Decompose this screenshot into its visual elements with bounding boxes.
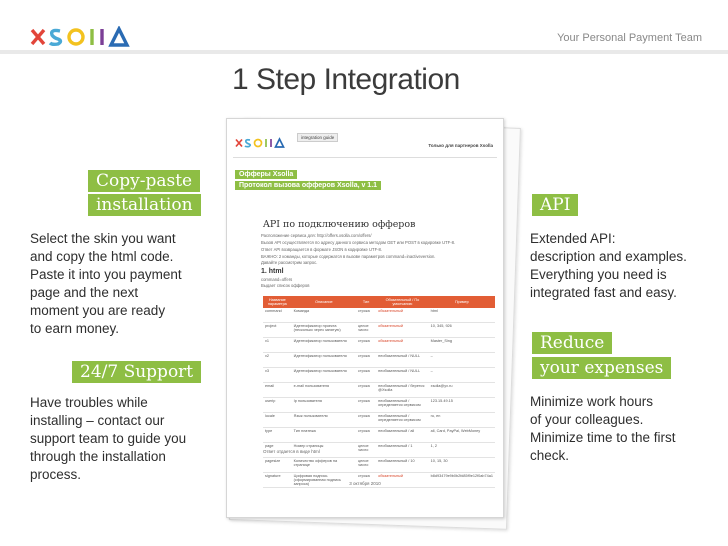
copy-paste-label <box>88 170 201 218</box>
table-cell: Идентификатор проекта (несколько через запятую) <box>292 323 356 338</box>
table-cell: целое число <box>356 323 376 338</box>
table-cell: целое число <box>356 443 376 458</box>
copy-paste-label-line1: Copy-paste <box>88 170 200 192</box>
table-cell: locale <box>263 413 292 428</box>
text-line: page and the next <box>30 285 139 300</box>
text-line: description and examples. <box>530 249 687 264</box>
document-tag-protocol: Протокол вызова офферов Xsolla, v 1.1 <box>235 181 381 190</box>
table-header-row <box>263 296 495 308</box>
integration-document <box>226 118 504 518</box>
document-intro-line: Расположение сервиса для: http://offers.xsolla.com/offers/ <box>261 233 372 238</box>
document-intro-line: Ответ API возвращается в формате JSON в кодировке UTF-8. <box>261 247 383 252</box>
document-section-line: Выдает список офферов <box>261 283 310 288</box>
table-cell: userip <box>263 398 292 413</box>
table-cell: v3 <box>263 368 292 383</box>
text-line: installing – contact our <box>30 413 165 428</box>
document-divider <box>233 157 497 158</box>
text-line: through the installation <box>30 449 166 464</box>
table-cell: Команда <box>292 308 356 323</box>
table-cell: 10, 15, 30 <box>429 458 495 473</box>
document-date: 3 октября 2010 <box>349 481 381 486</box>
table-row <box>263 428 495 443</box>
support-label <box>72 361 201 383</box>
table-cell: необязательный / NULL <box>376 353 429 368</box>
copy-paste-label-line2: installation <box>88 194 201 216</box>
table-cell: обязательный <box>376 473 429 488</box>
column-header: Тип <box>356 296 376 308</box>
document-note: Ответ отдается в виде html <box>263 449 320 454</box>
table-cell: type <box>263 428 292 443</box>
table-cell: v1 <box>263 338 292 353</box>
table-cell: строка <box>356 413 376 428</box>
table-row <box>263 308 495 323</box>
guide-badge: integration guide <box>297 133 338 142</box>
table-cell: e-mail пользователя <box>292 383 356 398</box>
copy-paste-text <box>30 230 230 338</box>
table-cell: необязательный / определяется сервисом <box>376 413 429 428</box>
table-cell: Идентификатор пользователя <box>292 338 356 353</box>
table-row <box>263 398 495 413</box>
column-header: Название параметра <box>263 296 292 308</box>
table-cell: project <box>263 323 292 338</box>
text-line: integrated fast and easy. <box>530 285 677 300</box>
column-header: Обязательный / По умолчанию <box>376 296 429 308</box>
table-cell: xsolla@yx.ru <box>429 383 495 398</box>
table-cell: 123.15.49.15 <box>429 398 495 413</box>
support-label-text: 24/7 Support <box>72 361 201 383</box>
table-cell: html <box>429 308 495 323</box>
table-cell: b8d93479e9b0b2fd85f9e12f0ab74a1 <box>429 473 495 488</box>
table-cell: Количество офферов на странице <box>292 458 356 473</box>
table-cell: обязательный <box>376 308 429 323</box>
table-cell: command <box>263 308 292 323</box>
table-row <box>263 338 495 353</box>
table-cell: Цифровая подпись (сформированная подпись запроса) <box>292 473 356 488</box>
text-line: and copy the html code. <box>30 249 174 264</box>
text-line: Everything you need is <box>530 267 667 282</box>
text-line: of your colleagues. <box>530 412 644 427</box>
table-cell: необязательный / 10 <box>376 458 429 473</box>
table-cell: строка <box>356 428 376 443</box>
table-cell: Тип платежа <box>292 428 356 443</box>
page-title: 1 Step Integration <box>232 63 460 96</box>
document-intro-line: ВАЖНО: 2 команды, которые содержатся в вызове параметров command=inactiveversion. <box>261 254 436 259</box>
column-header: Описание <box>292 296 356 308</box>
table-cell: Идентификатор пользователя <box>292 368 356 383</box>
document-brand <box>227 119 228 120</box>
table-cell: строка <box>356 473 376 488</box>
header-divider <box>0 50 728 54</box>
table-cell: строка <box>356 398 376 413</box>
table-cell: целое число <box>356 458 376 473</box>
text-line: Select the skin you want <box>30 231 176 246</box>
brand-name <box>0 0 1 1</box>
table-cell: Язык пользователя <box>292 413 356 428</box>
tagline: Your Personal Payment Team <box>557 32 702 44</box>
table-row <box>263 383 495 398</box>
table-body <box>263 308 495 488</box>
api-label <box>532 194 578 216</box>
table-cell: строка <box>356 308 376 323</box>
table-row <box>263 368 495 383</box>
confidential-note: Только для партнеров Xsolla <box>428 143 493 148</box>
text-line: Minimize work hours <box>530 394 654 409</box>
table-cell: обязательный <box>376 338 429 353</box>
api-label-text: API <box>532 194 578 216</box>
text-line: Minimize time to the first <box>530 430 676 445</box>
table-cell: необязательный / all <box>376 428 429 443</box>
table-cell: необязательный / 1 <box>376 443 429 458</box>
table-cell: Идентификатор пользователя <box>292 353 356 368</box>
table-cell: pagesize <box>263 458 292 473</box>
support-text <box>30 394 230 484</box>
document-xsolla-logo <box>235 137 295 149</box>
xsolla-logo <box>30 26 150 48</box>
table-cell: signature <box>263 473 292 488</box>
table-cell: email <box>263 383 292 398</box>
column-header: Пример <box>429 296 495 308</box>
text-line: check. <box>530 448 570 463</box>
text-line: moment you are ready <box>30 303 166 318</box>
table-cell: – <box>429 368 495 383</box>
table-cell: 1, 2 <box>429 443 495 458</box>
table-cell: строка <box>356 338 376 353</box>
table-cell: необязательный / берется @Xsolla <box>376 383 429 398</box>
table-cell: строка <box>356 368 376 383</box>
table-row <box>263 413 495 428</box>
text-line: support team to guide you <box>30 431 187 446</box>
table-cell: ru, en <box>429 413 495 428</box>
table-cell: строка <box>356 383 376 398</box>
table-cell: – <box>429 353 495 368</box>
table-cell: необязательный / NULL <box>376 368 429 383</box>
table-row <box>263 458 495 473</box>
table-cell: Номер страницы <box>292 443 356 458</box>
reduce-text <box>530 393 725 465</box>
text-line: process. <box>30 467 82 482</box>
text-line: Have troubles while <box>30 395 148 410</box>
table-cell: необязательный / определяется сервисом <box>376 398 429 413</box>
table-cell: page <box>263 443 292 458</box>
table-cell: обязательный <box>376 323 429 338</box>
document-intro-line: Давайте рассмотрим запрос. <box>261 260 318 265</box>
reduce-label-line2: your expenses <box>532 357 671 379</box>
text-line: to earn money. <box>30 321 120 336</box>
document-section-title: 1. html <box>261 268 284 275</box>
table-row <box>263 323 495 338</box>
table-cell: all, Card, PayPal, WebMoney <box>429 428 495 443</box>
text-line: Paste it into you payment <box>30 267 182 282</box>
reduce-label-line1: Reduce <box>532 332 612 354</box>
document-section-line: command=offers <box>261 277 293 282</box>
table-row <box>263 353 495 368</box>
table-cell: 10, 345, 926 <box>429 323 495 338</box>
api-text <box>530 230 725 302</box>
table-cell: строка <box>356 353 376 368</box>
parameters-table <box>263 296 495 488</box>
document-intro-line: Вызов API осуществляется по адресу данного сервиса методом GET или POST в кодировке UTF-8. <box>261 240 456 245</box>
table-cell: Master_Sing <box>429 338 495 353</box>
table-cell: Ip пользователя <box>292 398 356 413</box>
reduce-label <box>532 332 671 382</box>
table-cell: v2 <box>263 353 292 368</box>
document-tag-offers: Офферы Xsolla <box>235 170 297 179</box>
document-heading: API по подключению офферов <box>263 219 416 230</box>
text-line: Extended API: <box>530 231 616 246</box>
